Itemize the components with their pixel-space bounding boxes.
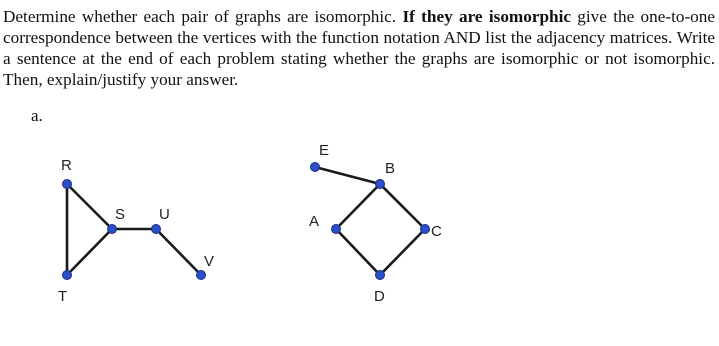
edge-R-S xyxy=(67,184,112,229)
label-C: C xyxy=(431,223,442,240)
edge-C-D xyxy=(380,229,425,275)
edge-E-B xyxy=(315,167,380,184)
graph-left xyxy=(58,157,214,305)
vertex-R xyxy=(63,180,72,189)
edge-B-A xyxy=(336,184,380,229)
edge-B-C xyxy=(380,184,425,229)
instructions-bold-phrase: If they are isomorphic xyxy=(402,7,571,26)
edge-U-V xyxy=(156,229,201,275)
vertex-B xyxy=(376,180,385,189)
vertex-V xyxy=(197,271,206,280)
label-E: E xyxy=(319,142,330,159)
part-label: a. xyxy=(31,106,43,125)
vertex-E xyxy=(311,163,320,172)
label-T: T xyxy=(58,288,68,305)
label-B: B xyxy=(385,160,396,177)
edge-T-S xyxy=(67,229,112,275)
label-R: R xyxy=(61,157,72,174)
instructions-text-2: give the one-to-one correspondence between the vertices with the function notation AND list the adjacency matrices. Write a sentence at the end of each problem stating whether the graphs are isomorphic or not isomorphic. Then, explain/justify your answer. xyxy=(3,7,715,89)
instructions-text-1: Determine whether each pair of graphs are isomorphic. xyxy=(3,7,403,26)
label-A: A xyxy=(309,213,320,230)
vertex-C xyxy=(421,225,430,234)
edge-A-D xyxy=(336,229,380,275)
vertex-U xyxy=(152,225,161,234)
vertex-A xyxy=(332,225,341,234)
label-U: U xyxy=(159,206,170,223)
label-D: D xyxy=(374,288,385,305)
label-V: V xyxy=(204,253,215,270)
vertex-T xyxy=(63,271,72,280)
label-S: S xyxy=(115,206,126,223)
vertex-D xyxy=(376,271,385,280)
vertex-S xyxy=(108,225,117,234)
graph-right xyxy=(309,142,442,305)
